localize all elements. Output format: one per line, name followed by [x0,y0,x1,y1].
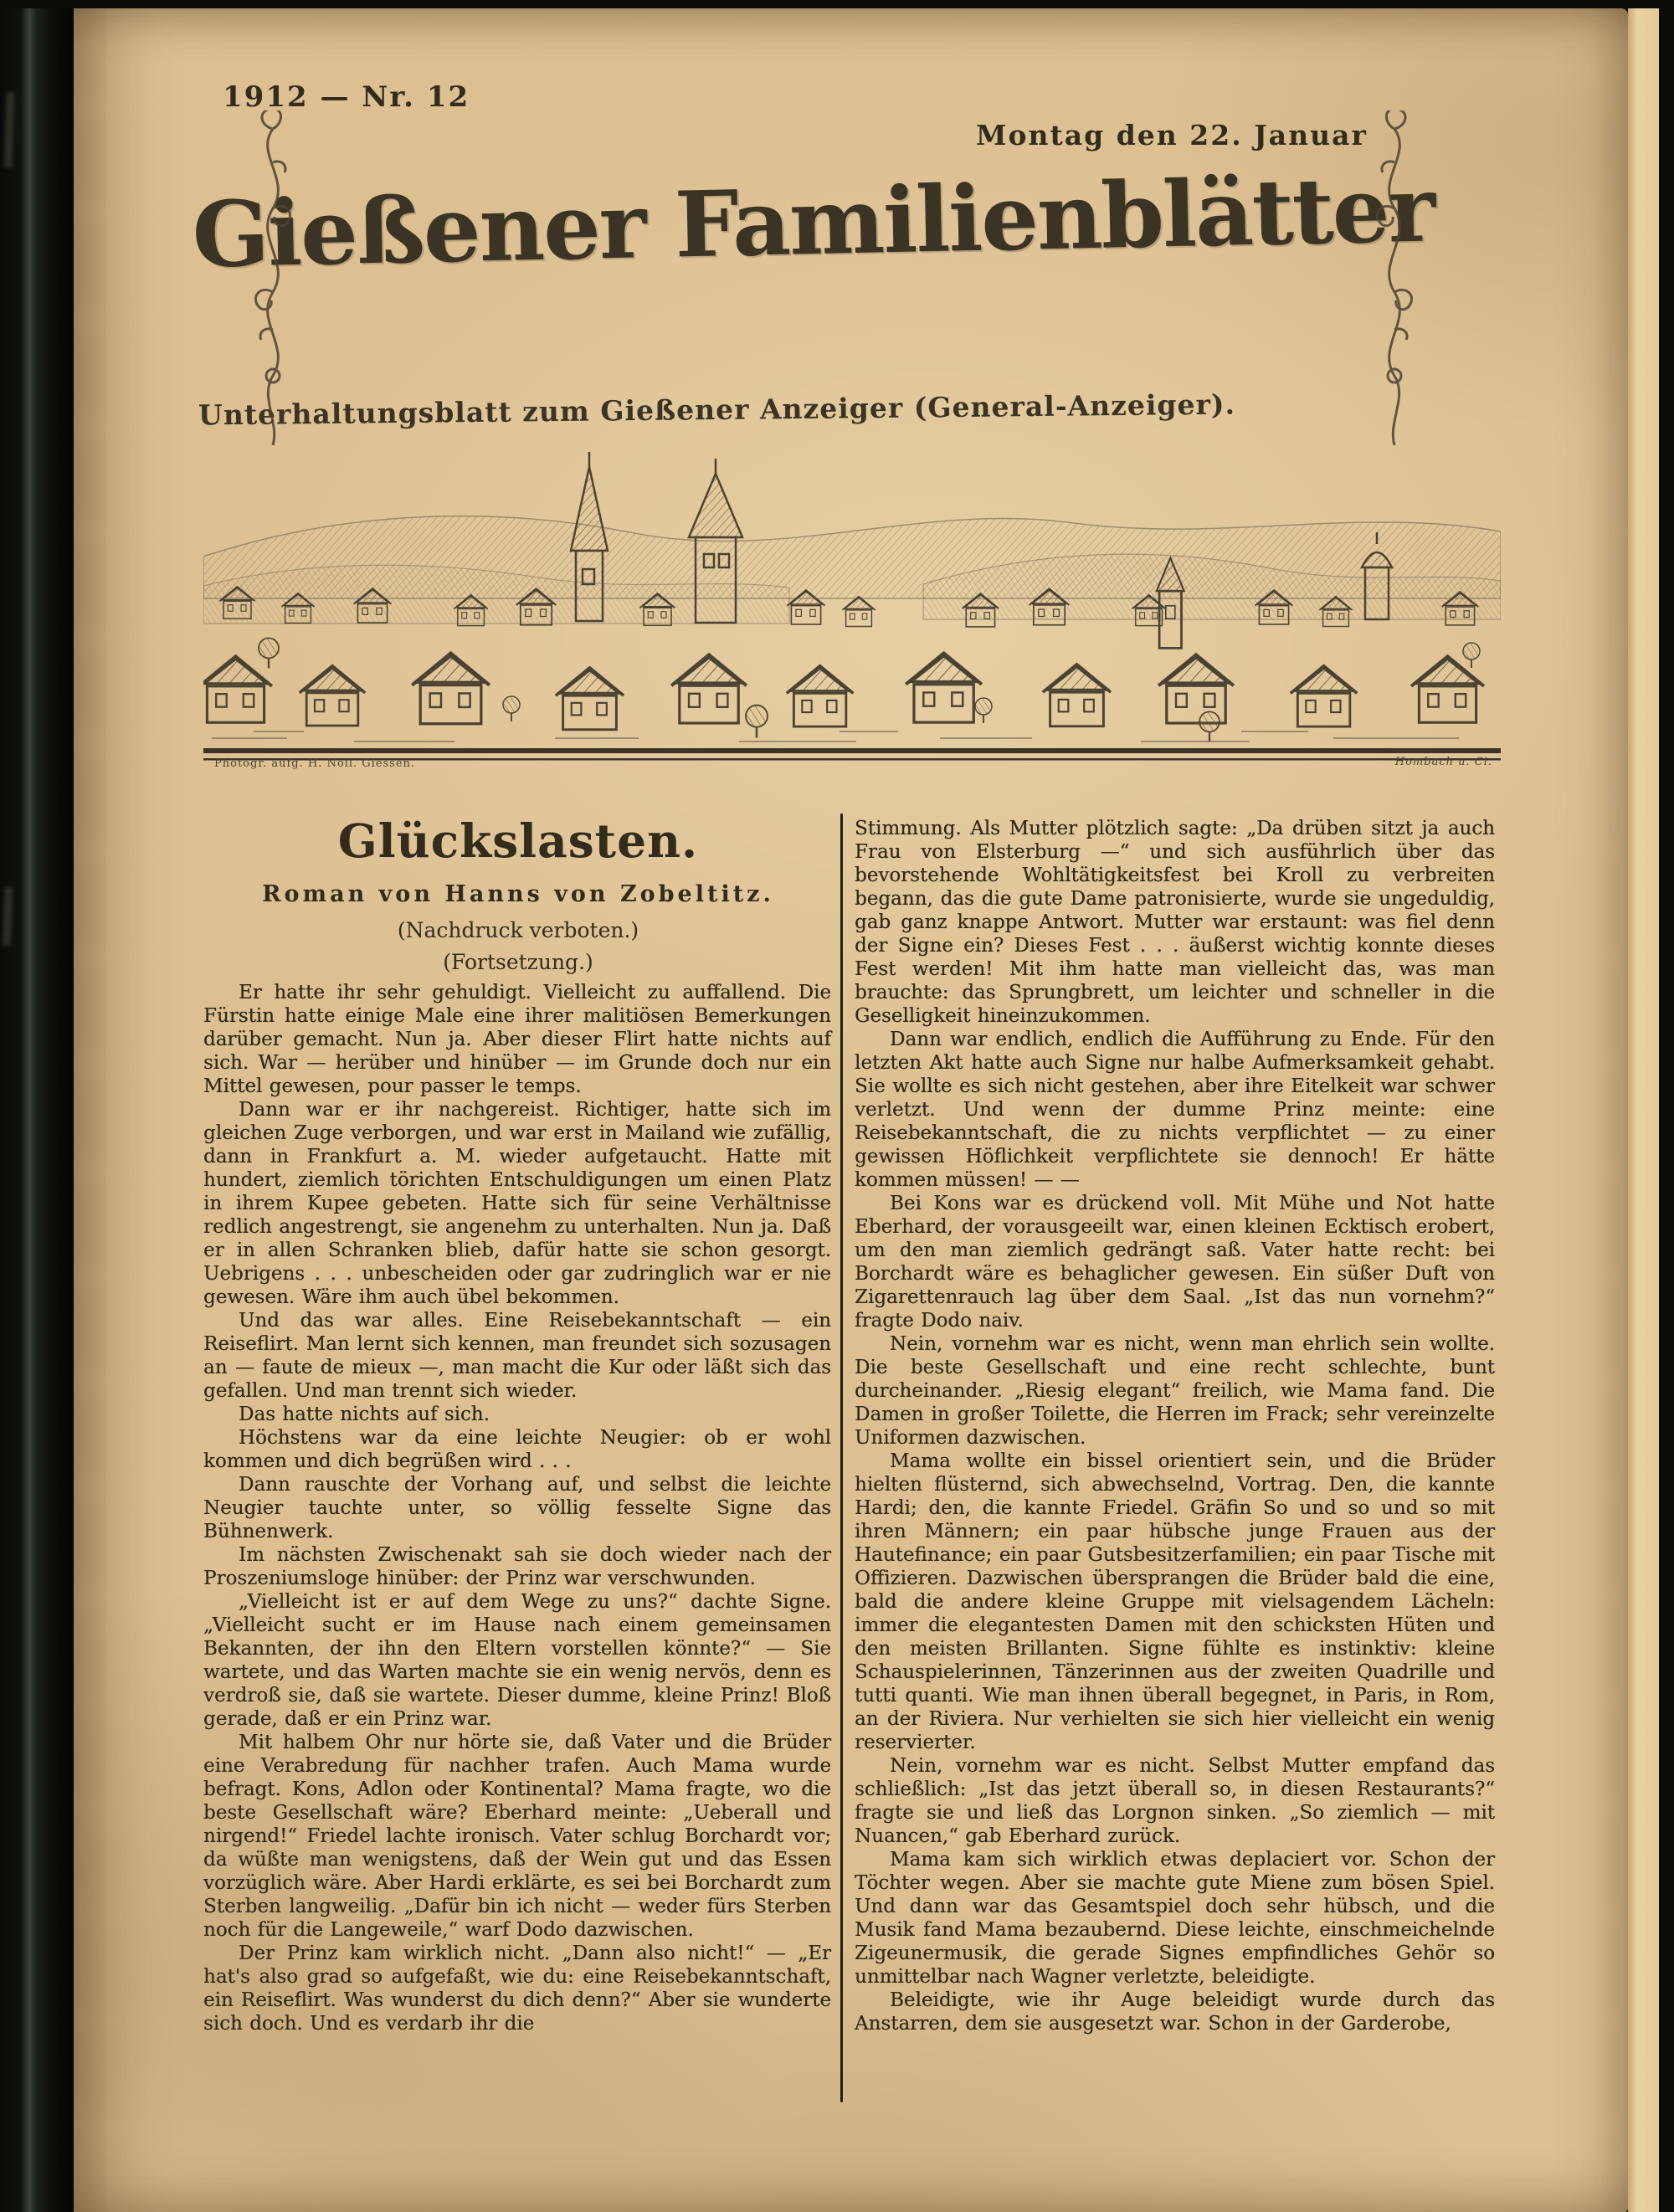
article-column-right [855,817,1495,2035]
issue-number: 1912 — Nr. 12 [223,80,470,114]
illustration-caption-engraver: Hombach u. Ci. [1394,756,1492,768]
paragraph: Nein, vornehm war es nicht, wenn man ehrlich sein wollte. Die beste Gesellschaft und eine recht schlechte, bunt durcheinander. „Riesig elegant“ freilich, wie Mama fand. Die Damen in großer Toilette, die Herren im Frack; sehr vereinzelte Uniformen dazwischen. [855,1333,1495,1449]
newspaper-page [74,8,1628,2212]
reprint-notice: (Nachdruck verboten.) [397,918,639,942]
article-header [203,813,833,974]
paragraph: Dann rauschte der Vorhang auf, und selbst die leichte Neugier tauchte unter, so völlig fesselte Signe das Bühnenwerk. [203,1474,831,1542]
continuation-note: (Fortsetzung.) [443,950,593,974]
paragraph: Mama wollte ein bissel orientiert sein, und die Brüder hielten flüsternd, sich abwechselnd, Vortrag. Den, die kannte Hardi; den, die kannte Friedel. Gräfin So und so und so mit ihren Männern; ein paar hübsche junge Frauen aus der Hautefinance; ein paar Gutsbesitzerfamilien; ein paar Tische mit Offizieren. Dazwischen übersprangen die Brüder bald die eine, bald die andere kleine Gruppe mit vielsagendem Lächeln: immer die elegantesten Damen mit den schicksten Hüten und den meisten Brillanten. Signe fühlte es instinktiv: kleine Schauspielerinnen, Tänzerinnen aus der zweiten Quadrille und tutti quanti. Wie man ihnen überall begegnet, in Paris, in Rom, an der Riviera. Nur verhielten sie sich hier vielleicht ein wenig reservierter. [855,1450,1495,1753]
paragraph: Nein, vornehm war es nicht. Selbst Mutter empfand das schließlich: „Ist das jetzt überall so, in diesen Restaurants?“ fragte sie und ließ das Lorgnon sinken. „So ziemlich — mit Nuancen,“ gab Eberhard zurück. [855,1755,1495,1847]
paragraph: Dann war er ihr nachgereist. Richtiger, hatte sich im gleichen Zuge verborgen, und war erst in Mailand wie zufällig, dann in Frankfurt a. M. wieder aufgetaucht. Hatte mit hundert, ziemlich törichten Entschuldigungen um einen Platz in ihrem Kupee gebeten. Hatte sich für seine Verhältnisse redlich angestrengt, sie angenehm zu unterhalten. Nun ja. Daß er in allen Schranken blieb, dafür hatte sie schon gesorgt. Uebrigens . . . unbescheiden oder gar zudringlich war er nie gewesen. Wäre ihm auch übel bekommen. [203,1099,831,1308]
column-divider-rule [840,813,843,2102]
article-byline: Roman von Hanns von Zobeltitz. [262,881,774,907]
article-title: Glückslasten. [337,813,699,868]
scan-dark-edge-top [0,0,1674,8]
paragraph: Der Prinz kam wirklich nicht. „Dann also nicht!“ — „Er hat's also grad so aufgefaßt, wie du: eine Reisebekanntschaft, ein Reiseflirt. Was wunderst du dich denn?“ Aber sie wunderte sich doch. Und es verdarb ihr die [203,1943,831,2035]
paragraph: „Vielleicht ist er auf dem Wege zu uns?“ dachte Signe. „Vielleicht sucht er im Hause nach einem gemeinsamen Bekannten, der ihn den Eltern vorstellen könnte?“ — Sie wartete, und das Warten machte sie ein wenig nervös, denn es verdroß sie, daß sie wartete. Dieser dumme, kleine Prinz! Bloß gerade, daß er ein Prinz war. [203,1591,831,1730]
town-panorama-illustration [203,444,1501,763]
paragraph: Das hatte nichts auf sich. [239,1404,490,1425]
ornamental-vine-left [239,110,306,449]
masthead-title: Gießener Familienblätter [191,157,1435,289]
paragraph: Stimmung. Als Mutter plötzlich sagte: „Da drüben sitzt ja auch Frau von Elsterburg —“ und sich ausführlich über das bevorstehende Wohltätigkeitsfest bei Kroll zu verbreiten begann, das die gute Dame patronisierte, wurde sie ungeduldig, gab ganz knappe Antwort. Mutter war erstaunt: was fiel denn der Signe ein? Dieses Fest . . . äußerst wichtig konnte dieses Fest werden! Mit ihm hatte man vielleicht das, was man brauchte: das Sprungbrett, um leichter und schneller in die Geselligkeit hineinzukommen. [855,818,1495,1027]
masthead-subtitle: Unterhaltungsblatt zum Gießener Anzeiger (General-Anzeiger). [198,387,1236,432]
spine-marking [3,92,14,167]
paragraph: Im nächsten Zwischenakt sah sie doch wieder nach der Proszeniumsloge hinüber: der Prinz war verschwunden. [203,1544,831,1589]
date-line: Montag den 22. Januar [976,119,1368,151]
book-binding [0,0,74,2212]
spine-marking [3,887,13,946]
paragraph: Und das war alles. Eine Reisebekanntschaft — ein Reiseflirt. Man lernt sich kennen, man freundet sich sozusagen an — faute de mieux —, man macht die Kur oder läßt sich das gefallen. Und man trennt sich wieder. [203,1310,831,1402]
ornamental-vine-right [1361,110,1428,449]
paragraph: Höchstens war da eine leichte Neugier: ob er wohl kommen und dich begrüßen wird . . . [203,1427,831,1472]
paragraph: Dann war endlich, endlich die Aufführung zu Ende. Für den letzten Akt hatte auch Signe nur halbe Aufmerksamkeit gehabt. Sie wollte es sich nicht gestehen, aber ihre Eitelkeit war schwer verletzt. Und wenn der dumme Prinz meinte: eine Reisebekanntschaft, die zu nichts verpflichtet — zu einer gewissen Höflichkeit verpflichtete sie dennoch! Er hätte kommen müssen! — — [855,1029,1495,1191]
underlying-page-edge [1628,0,1659,2212]
paragraph: Beleidigte, wie ihr Auge beleidigt wurde durch das Anstarren, dem sie ausgesetzt war. Schon in der Garderobe, [855,1989,1495,2035]
scan-dark-edge-right [1659,0,1674,2212]
paragraph: Er hatte ihr sehr gehuldigt. Vielleicht zu auffallend. Die Fürstin hatte einige Male eine ihrer malitiösen Bemerkungen darüber gemacht. Nun ja. Aber dieser Flirt hatte nichts auf sich. War — herüber und hinüber — im Grunde doch nur ein Mittel gewesen, pour passer le temps. [203,982,831,1097]
paragraph: Bei Kons war es drückend voll. Mit Mühe und Not hatte Eberhard, der vorausgeeilt war, einen kleinen Ecktisch erobert, um den man ziemlich gedrängt saß. Vater hatte recht: bei Borchardt wäre es behaglicher gewesen. Ein süßer Duft von Zigarettenrauch lag über dem Saal. „Ist das nun vornehm?“ fragte Dodo naiv. [855,1193,1495,1332]
paragraph: Mama kam sich wirklich etwas deplaciert vor. Schon der Töchter wegen. Aber sie machte gute Miene zum bösen Spiel. Und dann war das Gesamtspiel doch sehr hübsch, und die Musik fand Mama bezaubernd. Diese leichte, einschmeichelnde Zigeunermusik, die gerade Signes empfindliches Gehör so unmittelbar nach Wagner verletzte, beleidigte. [855,1849,1495,1988]
illustration-caption-photographer: Photogr. aufg. H. Noll. Giessen. [214,757,416,770]
article-column-left [203,981,831,2035]
paragraph: Mit halbem Ohr nur hörte sie, daß Vater und die Brüder eine Verabredung für nachher trafen. Auch Mama wurde befragt. Kons, Adlon oder Kontinental? Mama fragte, wo die beste Gesellschaft wäre? Eberhard meinte: „Ueberall und nirgend!“ Friedel lachte ironisch. Vater schlug Borchardt vor; da wüßte man wenigstens, daß der Wein gut und das Essen vorzüglich wäre. Aber Hardi erklärte, es sei bei Borchardt zum Sterben langweilig. „Dafür bin ich nicht — weder fürs Sterben noch für die Langeweile,“ warf Dodo dazwischen. [203,1732,831,1941]
